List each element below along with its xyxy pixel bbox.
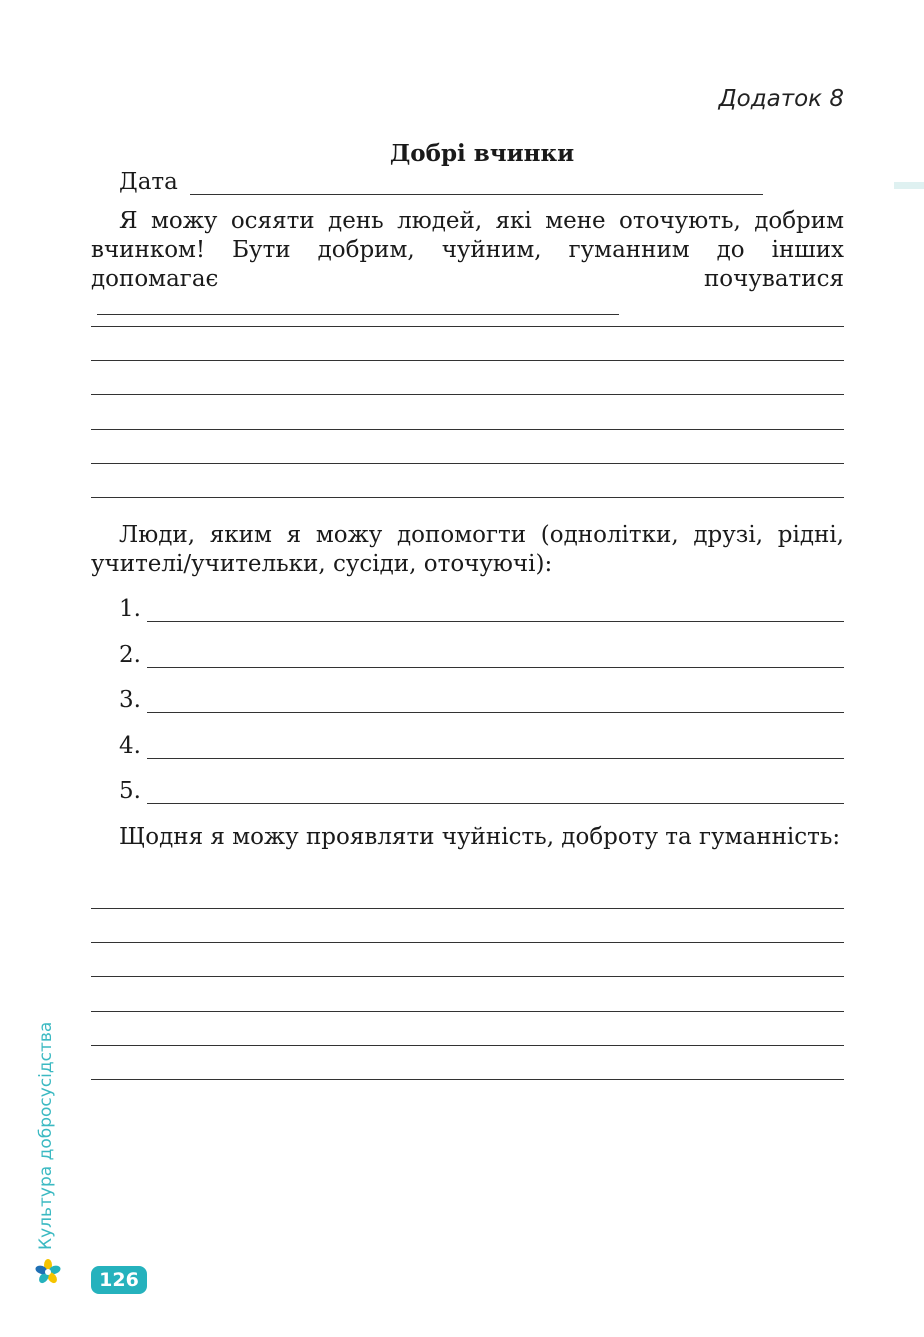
answer-line[interactable]: [91, 1045, 844, 1046]
answer-line[interactable]: [91, 394, 844, 395]
answer-line[interactable]: [91, 942, 844, 943]
answer-line[interactable]: [91, 497, 844, 498]
answer-line[interactable]: [91, 463, 844, 464]
list-item: [119, 733, 844, 759]
answer-line[interactable]: [91, 1011, 844, 1012]
answer-line[interactable]: [91, 429, 844, 430]
answer-line[interactable]: [91, 360, 844, 361]
list-number: 2.: [119, 642, 141, 668]
answer-line[interactable]: [91, 976, 844, 977]
answer-line[interactable]: [91, 326, 844, 327]
paragraph-people: Люди, яким я можу допомогти (однолітки, друзі, рідні, учителі/учительки, сусіди, оточуючі):: [91, 522, 844, 577]
answer-line[interactable]: [91, 1079, 844, 1080]
list-answer-line[interactable]: [147, 647, 844, 668]
paragraph-kind-deed: [91, 207, 844, 323]
list-number: 3.: [119, 687, 141, 713]
date-label: Дата: [119, 169, 178, 195]
list-item: [119, 596, 844, 622]
flower-icon: [34, 1258, 62, 1286]
appendix-label: Додаток 8: [718, 86, 844, 112]
list-item: [119, 642, 844, 668]
page-title: Добрі вчинки: [389, 140, 575, 167]
list-number: 1.: [119, 596, 141, 622]
answer-line[interactable]: [91, 908, 844, 909]
list-item: [119, 778, 844, 804]
date-answer-line[interactable]: [190, 168, 763, 195]
edge-stripe: [894, 182, 924, 189]
list-item: [119, 687, 844, 713]
list-number: 4.: [119, 733, 141, 759]
list-answer-line[interactable]: [147, 738, 844, 759]
list-answer-line[interactable]: [147, 601, 844, 622]
feeling-answer-line[interactable]: [97, 296, 619, 315]
date-row: [119, 168, 763, 195]
list-answer-line[interactable]: [147, 692, 844, 713]
section-title: Культура добросусідства: [36, 1021, 56, 1250]
paragraph-kind-deed-text: Я можу осяяти день людей, які мене оточують, добрим вчинком! Бути добрим, чуйним, гуманним до інших допомагає почуватися: [91, 208, 844, 292]
list-number: 5.: [119, 778, 141, 804]
paragraph-daily: Щодня я можу проявляти чуйність, доброту та гуманність:: [119, 824, 841, 850]
page-number-badge: 126: [91, 1266, 147, 1294]
list-answer-line[interactable]: [147, 783, 844, 804]
